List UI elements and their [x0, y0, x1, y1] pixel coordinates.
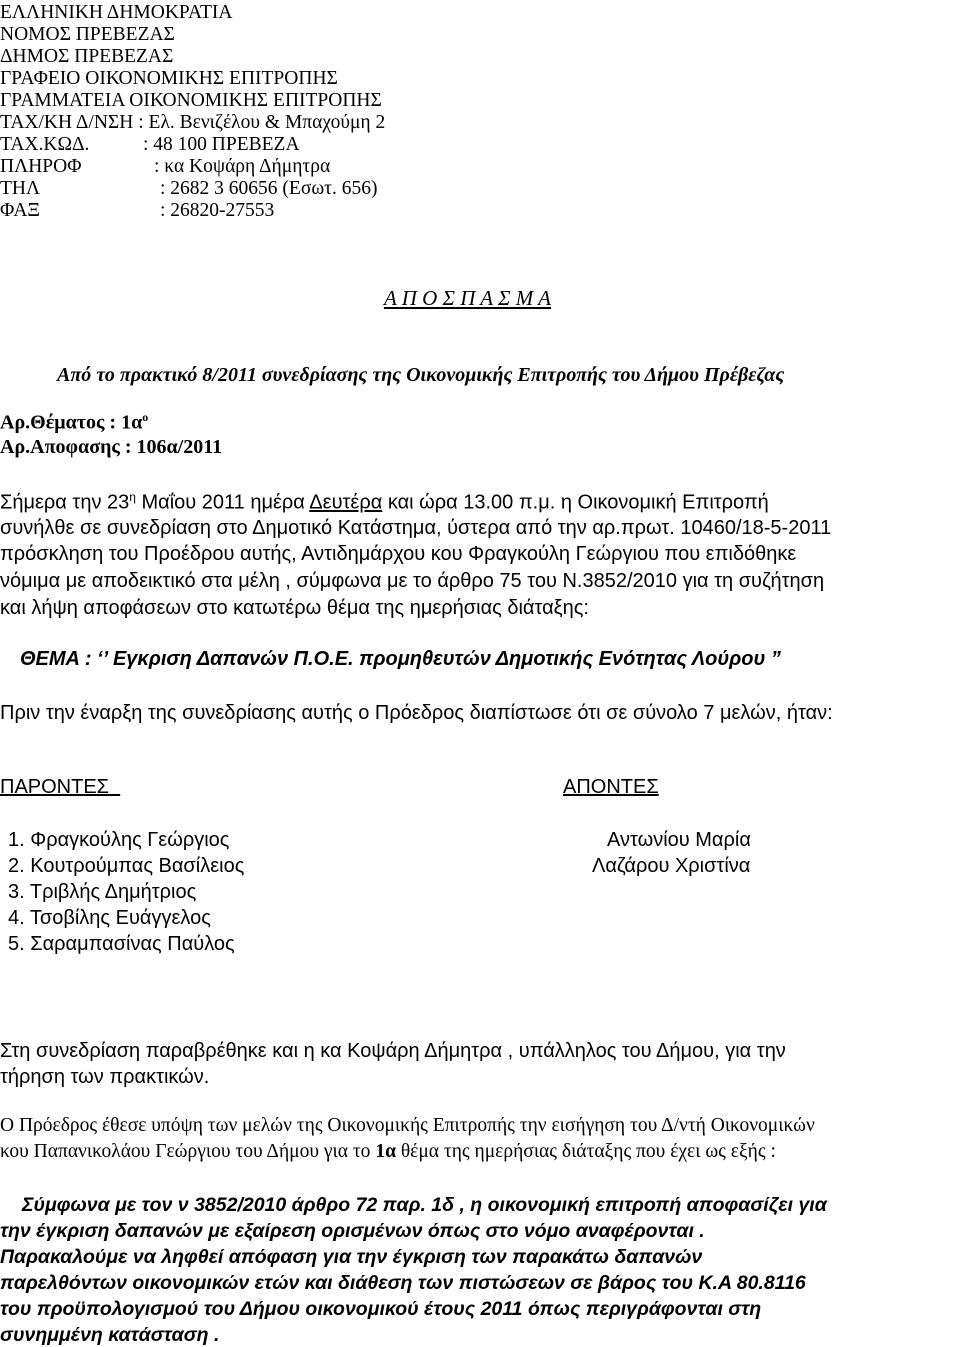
- proposal-line: παρελθόντων οικονομικών ετών και διάθεση των πιστώσεων σε βάρος του Κ.Α 80.8116: [0, 1272, 806, 1294]
- minutes-keeper-line: τήρηση των πρακτικών.: [0, 1066, 210, 1088]
- document-title: Α Π Ο Σ Π Α Σ Μ Α: [384, 286, 551, 310]
- quorum-statement: Πριν την έναρξη της συνεδρίασης αυτής ο Πρόεδρος διαπίστωσε ότι σε σύνολο 7 μελών, ήταν:: [0, 702, 833, 724]
- intro-line: και λήψη αποφάσεων στο κατωτέρω θέμα της ημερήσιας διάταξης:: [0, 597, 589, 619]
- present-member: 1. Φραγκούλης Γεώργιος: [8, 829, 230, 851]
- intro-line: συνήλθε σε συνεδρίαση στο Δημοτικό Κατάστημα, ύστερα από την αρ.πρωτ. 10460/18-5-2011: [0, 517, 832, 539]
- header-line: ΕΛΛΗΝΙΚΗ ΔΗΜΟΚΡΑΤΙΑ: [0, 2, 233, 23]
- present-member: 4. Τσοβίλης Ευάγγελος: [8, 907, 211, 929]
- present-member: 2. Κουτρούμπας Βασίλειος: [8, 855, 245, 877]
- absent-member: Λαζάρου Χριστίνα: [592, 855, 751, 877]
- topic-number: Αρ.Θέματος : $1\alpha^o$: [0, 410, 149, 434]
- proposal-line: Σύμφωνα με τον ν 3852/2010 άρθρο 72 παρ. 1δ , η οικονομική επιτροπή αποφασίζει για: [22, 1194, 827, 1216]
- meeting-subject: ΘΕΜΑ : ‘’ Εγκριση Δαπανών Π.Ο.Ε. προμηθευτών Δημοτικής Ενότητας Λούρου ”: [20, 648, 781, 670]
- proposal-line: του προϋπολογισμού του Δήμου οικονομικού έτους 2011 όπως περιγράφονται στη: [0, 1298, 762, 1320]
- document-subtitle: Από το πρακτικό 8/2011 συνεδρίασης της Οικονομικής Επιτροπής του Δήμου Πρέβεζας: [57, 364, 785, 386]
- intro-line: νόμιμα με αποδεικτικό στα μέλη , σύμφωνα με το άρθρο 75 του Ν.3852/2010 για τη συζήτηση: [0, 570, 825, 592]
- proposal-line: Παρακαλούμε να ληφθεί απόφαση για την έγκριση των παρακάτω δαπανών: [0, 1246, 703, 1268]
- contact-info-label: ΠΛΗΡΟΦ: [0, 156, 82, 177]
- absent-member: Αντωνίου Μαρία: [607, 829, 751, 851]
- present-member: 5. Σαραμπασίνας Παύλος: [8, 933, 235, 955]
- minutes-keeper-line: [0, 1040, 956, 1063]
- contact-postcode-value: : 48 100 ΠΡΕΒΕΖΑ: [143, 134, 300, 155]
- present-member: 3. Τριβλής Δημήτριος: [8, 881, 197, 903]
- intro-text: Σήμερα την $23^\eta$ Μαΐου 2011 ημέρα Δευτέρα και ώρα 13.00 π.μ. η Οικονομική Επιτροπή: [0, 490, 769, 514]
- intro-line: πρόσκληση του Προέδρου αυτής, Αντιδημάρχου κου Φραγκούλη Γεώργιου που επιδόθηκε: [0, 543, 797, 565]
- absent-heading: ΑΠΟΝΤΕΣ: [563, 776, 659, 798]
- proposal-line: συνημμένη κατάσταση .: [0, 1324, 220, 1346]
- proposal-line: την έγκριση δαπανών με εξαίρεση ορισμένων όπως στο νόμο αναφέρονται .: [0, 1220, 705, 1242]
- header-line: ΓΡΑΦΕΙΟ ΟΙΚΟΝΟΜΙΚΗΣ ΕΠΙΤΡΟΠΗΣ: [0, 68, 338, 89]
- contact-postcode-label: ΤΑΧ.ΚΩΔ.: [0, 134, 90, 155]
- decision-number: Αρ.Αποφασης : 106α/2011: [0, 436, 223, 458]
- present-heading: ΠΑΡΟΝΤΕΣ: [0, 776, 110, 798]
- header-line: ΤΑΧ/ΚΗ Δ/ΝΣΗ : Ελ. Βενιζέλου & Μπαχούμη 2: [0, 112, 386, 133]
- intro-line: [0, 490, 956, 515]
- header-line: ΝΟΜΟΣ ΠΡΕΒΕΖΑΣ: [0, 24, 175, 45]
- contact-phone-label: ΤΗΛ: [0, 178, 41, 199]
- header-line: ΔΗΜΟΣ ΠΡΕΒΕΖΑΣ: [0, 46, 174, 67]
- header-line: ΓΡΑΜΜΑΤΕΙΑ ΟΙΚΟΝΟΜΙΚΗΣ ΕΠΙΤΡΟΠΗΣ: [0, 90, 382, 111]
- contact-fax-label: ΦΑΞ: [0, 200, 40, 221]
- minutes-keeper-text: Στη συνεδρίαση παραβρέθηκε και η κα Κοψάρη Δήμητρα , υπάλληλος του Δήμου, για την: [0, 1040, 786, 1062]
- contact-fax-value: : 26820-27553: [160, 200, 275, 221]
- proposal-intro-line: κου Παπανικολάου Γεώργιου του Δήμου για το 1α θέμα της ημερήσιας διάταξης που έχει ως εξής :: [0, 1141, 776, 1162]
- contact-phone-value: : 2682 3 60656 (Εσωτ. 656): [160, 178, 378, 199]
- proposal-intro-line: Ο Πρόεδρος έθεσε υπόψη των μελών της Οικονομικής Επιτροπής την εισήγηση του Δ/ντή Οικονομικών: [0, 1115, 815, 1136]
- contact-info-value: : κα Κοψάρη Δήμητρα: [154, 156, 331, 177]
